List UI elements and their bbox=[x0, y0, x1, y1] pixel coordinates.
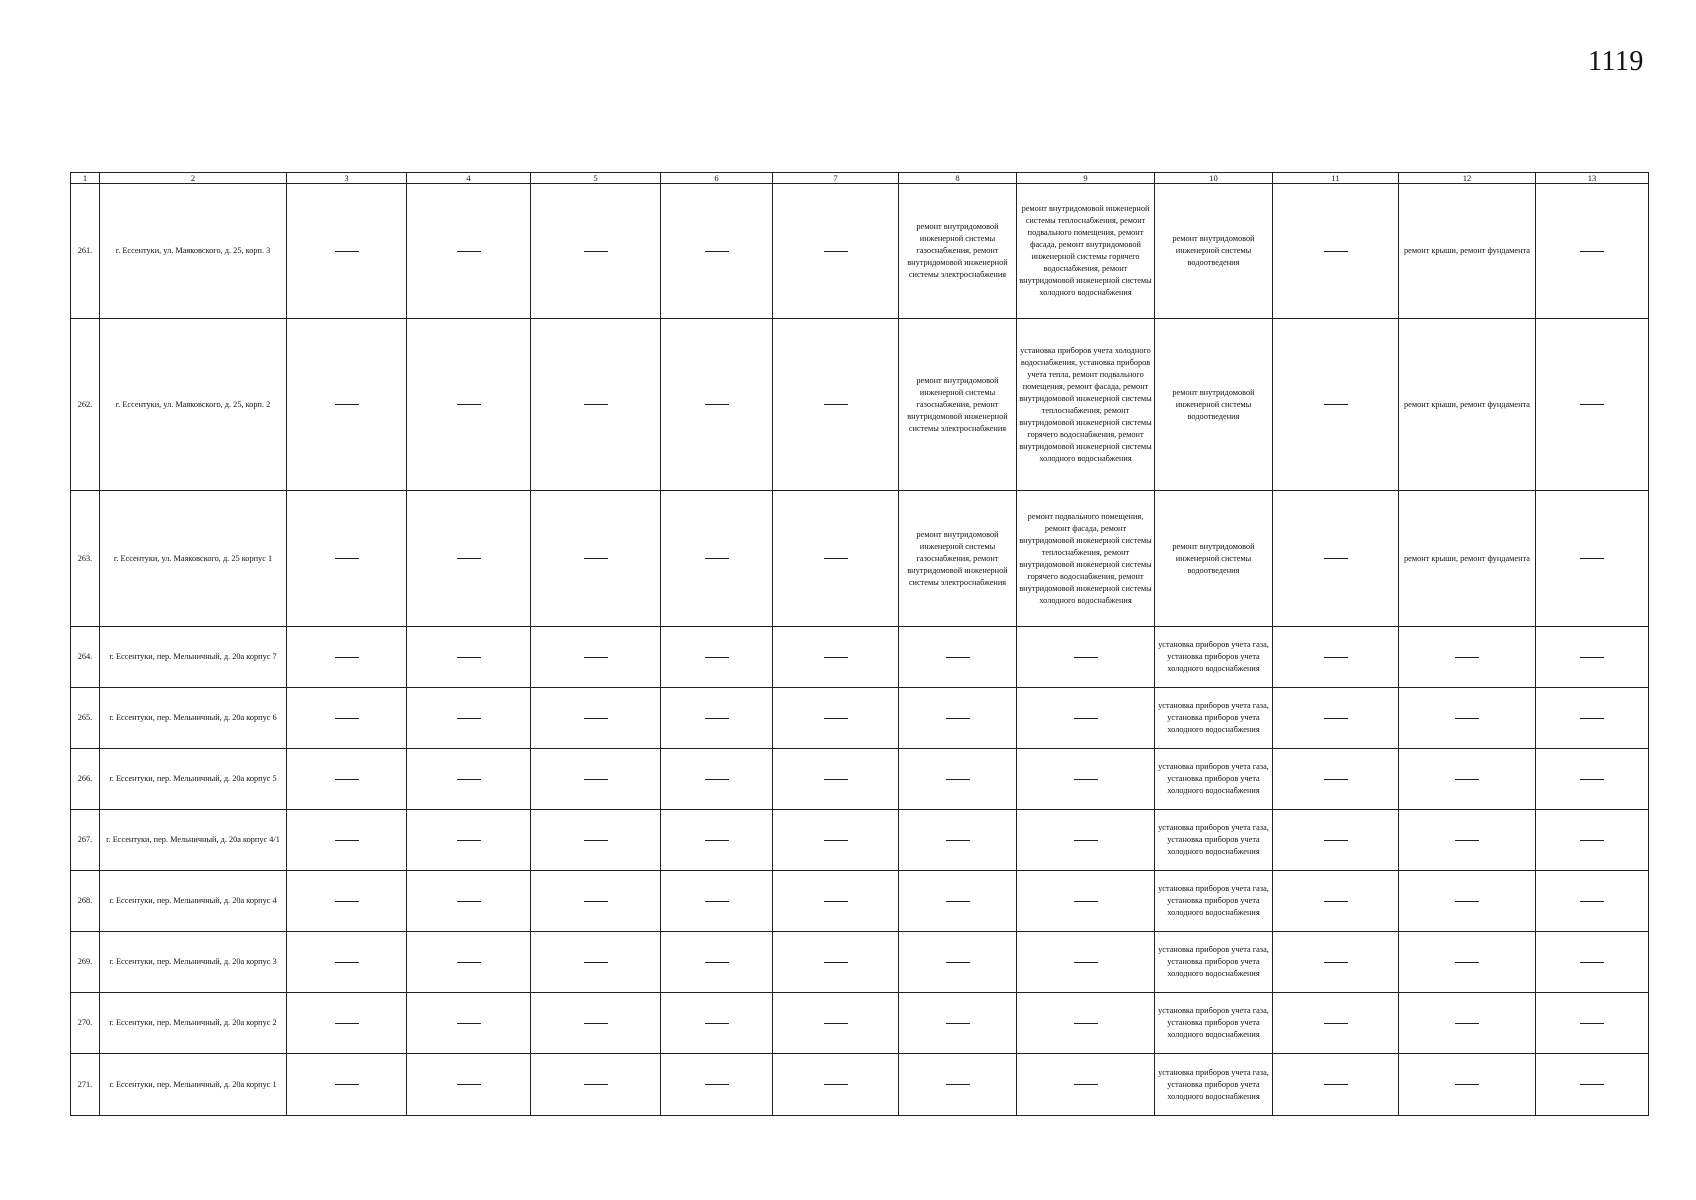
empty-cell bbox=[661, 749, 773, 810]
row-number-cell: 268. bbox=[71, 871, 100, 932]
dash-mark bbox=[335, 718, 359, 719]
dash-mark bbox=[946, 779, 970, 780]
header-cell: 8 bbox=[899, 173, 1017, 184]
empty-cell bbox=[899, 627, 1017, 688]
work-description-cell: ремонт внутридомовой инженерной системы газоснабжения, ремонт внутридомовой инженерной системы электроснабжения bbox=[899, 491, 1017, 627]
empty-cell bbox=[1017, 993, 1155, 1054]
empty-cell bbox=[899, 810, 1017, 871]
empty-cell bbox=[531, 491, 661, 627]
dash-mark bbox=[705, 251, 729, 252]
row-number-cell: 271. bbox=[71, 1054, 100, 1116]
empty-cell bbox=[1399, 871, 1536, 932]
dash-mark bbox=[1074, 901, 1098, 902]
dash-mark bbox=[1074, 1084, 1098, 1085]
work-description-cell: установка приборов учета газа, установка приборов учета холодного водоснабжения bbox=[1155, 871, 1273, 932]
dash-mark bbox=[457, 962, 481, 963]
empty-cell bbox=[1536, 491, 1649, 627]
header-cell: 1 bbox=[71, 173, 100, 184]
dash-mark bbox=[1074, 1023, 1098, 1024]
dash-mark bbox=[946, 1023, 970, 1024]
empty-cell bbox=[773, 993, 899, 1054]
dash-mark bbox=[1580, 404, 1604, 405]
empty-cell bbox=[1399, 688, 1536, 749]
dash-mark bbox=[705, 962, 729, 963]
dash-mark bbox=[946, 657, 970, 658]
dash-mark bbox=[335, 657, 359, 658]
dash-mark bbox=[705, 657, 729, 658]
dash-mark bbox=[824, 1084, 848, 1085]
dash-mark bbox=[584, 779, 608, 780]
empty-cell bbox=[407, 1054, 531, 1116]
empty-cell bbox=[661, 932, 773, 993]
dash-mark bbox=[1580, 962, 1604, 963]
empty-cell bbox=[287, 932, 407, 993]
dash-mark bbox=[1580, 558, 1604, 559]
dash-mark bbox=[1074, 718, 1098, 719]
dash-mark bbox=[1074, 840, 1098, 841]
dash-mark bbox=[824, 1023, 848, 1024]
empty-cell bbox=[1017, 810, 1155, 871]
address-cell: г. Ессентуки, пер. Мельничный, д. 20а корпус 4/1 bbox=[100, 810, 287, 871]
dash-mark bbox=[1324, 1023, 1348, 1024]
dash-mark bbox=[335, 1023, 359, 1024]
empty-cell bbox=[531, 749, 661, 810]
row-number-cell: 270. bbox=[71, 993, 100, 1054]
empty-cell bbox=[773, 871, 899, 932]
dash-mark bbox=[584, 962, 608, 963]
dash-mark bbox=[1324, 718, 1348, 719]
empty-cell bbox=[773, 491, 899, 627]
empty-cell bbox=[773, 810, 899, 871]
empty-cell bbox=[1017, 627, 1155, 688]
dash-mark bbox=[824, 962, 848, 963]
dash-mark bbox=[1580, 840, 1604, 841]
empty-cell bbox=[1273, 184, 1399, 319]
row-number-cell: 267. bbox=[71, 810, 100, 871]
dash-mark bbox=[946, 962, 970, 963]
table-row bbox=[71, 1054, 1649, 1116]
empty-cell bbox=[1399, 1054, 1536, 1116]
dash-mark bbox=[335, 901, 359, 902]
dash-mark bbox=[584, 1084, 608, 1085]
dash-mark bbox=[457, 1084, 481, 1085]
dash-mark bbox=[705, 404, 729, 405]
empty-cell bbox=[531, 810, 661, 871]
empty-cell bbox=[1273, 871, 1399, 932]
empty-cell bbox=[773, 688, 899, 749]
empty-cell bbox=[1536, 688, 1649, 749]
empty-cell bbox=[773, 319, 899, 491]
empty-cell bbox=[1017, 1054, 1155, 1116]
empty-cell bbox=[287, 688, 407, 749]
header-cell: 3 bbox=[287, 173, 407, 184]
dash-mark bbox=[824, 779, 848, 780]
dash-mark bbox=[584, 657, 608, 658]
empty-cell bbox=[407, 993, 531, 1054]
dash-mark bbox=[824, 404, 848, 405]
dash-mark bbox=[1324, 251, 1348, 252]
dash-mark bbox=[824, 901, 848, 902]
empty-cell bbox=[531, 627, 661, 688]
dash-mark bbox=[1324, 962, 1348, 963]
empty-cell bbox=[1017, 688, 1155, 749]
empty-cell bbox=[407, 627, 531, 688]
dash-mark bbox=[705, 558, 729, 559]
header-cell: 12 bbox=[1399, 173, 1536, 184]
work-description-cell: установка приборов учета газа, установка приборов учета холодного водоснабжения bbox=[1155, 993, 1273, 1054]
empty-cell bbox=[1399, 627, 1536, 688]
header-row bbox=[71, 173, 1649, 184]
dash-mark bbox=[457, 657, 481, 658]
dash-mark bbox=[1324, 657, 1348, 658]
empty-cell bbox=[1536, 993, 1649, 1054]
address-cell: г. Ессентуки, пер. Мельничный, д. 20а корпус 6 bbox=[100, 688, 287, 749]
dash-mark bbox=[584, 840, 608, 841]
dash-mark bbox=[1324, 558, 1348, 559]
empty-cell bbox=[1399, 749, 1536, 810]
work-description-cell: ремонт крыши, ремонт фундамента bbox=[1399, 319, 1536, 491]
dash-mark bbox=[1580, 251, 1604, 252]
dash-mark bbox=[335, 558, 359, 559]
table-row bbox=[71, 319, 1649, 491]
empty-cell bbox=[773, 184, 899, 319]
dash-mark bbox=[1455, 962, 1479, 963]
empty-cell bbox=[661, 993, 773, 1054]
dash-mark bbox=[457, 840, 481, 841]
page-number: 1119 bbox=[1588, 46, 1644, 77]
dash-mark bbox=[1455, 901, 1479, 902]
dash-mark bbox=[335, 1084, 359, 1085]
work-description-cell: установка приборов учета газа, установка приборов учета холодного водоснабжения bbox=[1155, 627, 1273, 688]
dash-mark bbox=[1580, 1084, 1604, 1085]
empty-cell bbox=[531, 184, 661, 319]
empty-cell bbox=[1536, 1054, 1649, 1116]
work-description-cell: ремонт крыши, ремонт фундамента bbox=[1399, 184, 1536, 319]
dash-mark bbox=[335, 779, 359, 780]
work-description-cell: ремонт внутридомовой инженерной системы теплоснабжения, ремонт подвального помещения, ремонт фасада, ремонт внутридомовой инженерной системы горячего водоснабжения, ремонт внутридомовой инженерной системы холодного водоснабжения bbox=[1017, 184, 1155, 319]
dash-mark bbox=[1580, 779, 1604, 780]
empty-cell bbox=[899, 932, 1017, 993]
empty-cell bbox=[1273, 810, 1399, 871]
empty-cell bbox=[1399, 932, 1536, 993]
empty-cell bbox=[661, 810, 773, 871]
dash-mark bbox=[457, 779, 481, 780]
empty-cell bbox=[661, 627, 773, 688]
dash-mark bbox=[584, 558, 608, 559]
work-description-cell: установка приборов учета холодного водоснабжения, установка приборов учета тепла, ремонт подвального помещения, ремонт фасада, ремонт внутридомовой инженерной системы теплоснабжения, ремонт внутридомовой инженерной системы горячего водоснабжения, ремонт внутридомовой инженерной системы холодного водоснабжения bbox=[1017, 319, 1155, 491]
dash-mark bbox=[1455, 657, 1479, 658]
work-description-cell: ремонт внутридомовой инженерной системы водоотведения bbox=[1155, 491, 1273, 627]
empty-cell bbox=[661, 319, 773, 491]
empty-cell bbox=[1536, 184, 1649, 319]
work-description-cell: ремонт внутридомовой инженерной системы газоснабжения, ремонт внутридомовой инженерной системы электроснабжения bbox=[899, 319, 1017, 491]
dash-mark bbox=[457, 404, 481, 405]
empty-cell bbox=[899, 871, 1017, 932]
dash-mark bbox=[1324, 1084, 1348, 1085]
empty-cell bbox=[531, 688, 661, 749]
dash-mark bbox=[457, 718, 481, 719]
dash-mark bbox=[946, 840, 970, 841]
table-row bbox=[71, 491, 1649, 627]
empty-cell bbox=[773, 1054, 899, 1116]
table-row bbox=[71, 993, 1649, 1054]
work-description-cell: установка приборов учета газа, установка приборов учета холодного водоснабжения bbox=[1155, 932, 1273, 993]
row-number-cell: 265. bbox=[71, 688, 100, 749]
empty-cell bbox=[1273, 993, 1399, 1054]
header-cell: 10 bbox=[1155, 173, 1273, 184]
dash-mark bbox=[705, 901, 729, 902]
row-number-cell: 261. bbox=[71, 184, 100, 319]
row-number-cell: 266. bbox=[71, 749, 100, 810]
work-description-cell: установка приборов учета газа, установка приборов учета холодного водоснабжения bbox=[1155, 688, 1273, 749]
empty-cell bbox=[773, 932, 899, 993]
address-cell: г. Ессентуки, пер. Мельничный, д. 20а корпус 5 bbox=[100, 749, 287, 810]
dash-mark bbox=[1324, 840, 1348, 841]
dash-mark bbox=[705, 1023, 729, 1024]
header-cell: 5 bbox=[531, 173, 661, 184]
empty-cell bbox=[661, 1054, 773, 1116]
empty-cell bbox=[1273, 627, 1399, 688]
dash-mark bbox=[457, 1023, 481, 1024]
dash-mark bbox=[1455, 1023, 1479, 1024]
dash-mark bbox=[824, 251, 848, 252]
address-cell: г. Ессентуки, пер. Мельничный, д. 20а корпус 7 bbox=[100, 627, 287, 688]
table-row bbox=[71, 184, 1649, 319]
empty-cell bbox=[287, 184, 407, 319]
empty-cell bbox=[1536, 627, 1649, 688]
empty-cell bbox=[287, 1054, 407, 1116]
empty-cell bbox=[407, 491, 531, 627]
empty-cell bbox=[1399, 810, 1536, 871]
empty-cell bbox=[899, 1054, 1017, 1116]
table-row bbox=[71, 749, 1649, 810]
dash-mark bbox=[1074, 657, 1098, 658]
dash-mark bbox=[705, 779, 729, 780]
dash-mark bbox=[1580, 718, 1604, 719]
empty-cell bbox=[661, 491, 773, 627]
dash-mark bbox=[1455, 779, 1479, 780]
dash-mark bbox=[584, 901, 608, 902]
header-cell: 11 bbox=[1273, 173, 1399, 184]
table-row bbox=[71, 871, 1649, 932]
dash-mark bbox=[1074, 962, 1098, 963]
dash-mark bbox=[457, 558, 481, 559]
dash-mark bbox=[824, 718, 848, 719]
empty-cell bbox=[407, 688, 531, 749]
dash-mark bbox=[946, 901, 970, 902]
dash-mark bbox=[584, 718, 608, 719]
empty-cell bbox=[1273, 932, 1399, 993]
empty-cell bbox=[1399, 993, 1536, 1054]
address-cell: г. Ессентуки, пер. Мельничный, д. 20а корпус 4 bbox=[100, 871, 287, 932]
empty-cell bbox=[1536, 749, 1649, 810]
empty-cell bbox=[531, 319, 661, 491]
empty-cell bbox=[1536, 932, 1649, 993]
empty-cell bbox=[1017, 749, 1155, 810]
dash-mark bbox=[1455, 840, 1479, 841]
dash-mark bbox=[335, 404, 359, 405]
empty-cell bbox=[661, 871, 773, 932]
dash-mark bbox=[946, 718, 970, 719]
dash-mark bbox=[1580, 1023, 1604, 1024]
dash-mark bbox=[584, 1023, 608, 1024]
table-row bbox=[71, 932, 1649, 993]
address-cell: г. Ессентуки, пер. Мельничный, д. 20а корпус 3 bbox=[100, 932, 287, 993]
dash-mark bbox=[946, 1084, 970, 1085]
work-description-cell: ремонт внутридомовой инженерной системы газоснабжения, ремонт внутридомовой инженерной системы электроснабжения bbox=[899, 184, 1017, 319]
dash-mark bbox=[1580, 901, 1604, 902]
work-description-cell: ремонт подвального помещения, ремонт фасада, ремонт внутридомовой инженерной системы теплоснабжения, ремонт внутридомовой инженерной системы горячего водоснабжения, ремонт внутридомовой инженерной системы холодного водоснабжения bbox=[1017, 491, 1155, 627]
empty-cell bbox=[1017, 932, 1155, 993]
work-description-cell: ремонт крыши, ремонт фундамента bbox=[1399, 491, 1536, 627]
work-description-cell: установка приборов учета газа, установка приборов учета холодного водоснабжения bbox=[1155, 749, 1273, 810]
empty-cell bbox=[1536, 871, 1649, 932]
dash-mark bbox=[705, 840, 729, 841]
header-cell: 2 bbox=[100, 173, 287, 184]
table-body bbox=[71, 173, 1649, 1116]
empty-cell bbox=[899, 688, 1017, 749]
dash-mark bbox=[1324, 404, 1348, 405]
row-number-cell: 269. bbox=[71, 932, 100, 993]
empty-cell bbox=[1273, 319, 1399, 491]
dash-mark bbox=[457, 901, 481, 902]
header-cell: 6 bbox=[661, 173, 773, 184]
dash-mark bbox=[1324, 779, 1348, 780]
empty-cell bbox=[1017, 871, 1155, 932]
empty-cell bbox=[1273, 1054, 1399, 1116]
row-number-cell: 263. bbox=[71, 491, 100, 627]
empty-cell bbox=[899, 993, 1017, 1054]
address-cell: г. Ессентуки, пер. Мельничный, д. 20а корпус 2 bbox=[100, 993, 287, 1054]
empty-cell bbox=[773, 749, 899, 810]
dash-mark bbox=[335, 840, 359, 841]
empty-cell bbox=[661, 184, 773, 319]
empty-cell bbox=[287, 627, 407, 688]
empty-cell bbox=[531, 932, 661, 993]
work-description-cell: ремонт внутридомовой инженерной системы водоотведения bbox=[1155, 319, 1273, 491]
work-description-cell: установка приборов учета газа, установка приборов учета холодного водоснабжения bbox=[1155, 810, 1273, 871]
dash-mark bbox=[1074, 779, 1098, 780]
header-cell: 13 bbox=[1536, 173, 1649, 184]
dash-mark bbox=[705, 1084, 729, 1085]
row-number-cell: 264. bbox=[71, 627, 100, 688]
empty-cell bbox=[407, 932, 531, 993]
header-cell: 9 bbox=[1017, 173, 1155, 184]
empty-cell bbox=[773, 627, 899, 688]
dash-mark bbox=[335, 962, 359, 963]
dash-mark bbox=[1455, 718, 1479, 719]
work-description-cell: установка приборов учета газа, установка приборов учета холодного водоснабжения bbox=[1155, 1054, 1273, 1116]
address-cell: г. Ессентуки, пер. Мельничный, д. 20а корпус 1 bbox=[100, 1054, 287, 1116]
empty-cell bbox=[1273, 749, 1399, 810]
dash-mark bbox=[584, 251, 608, 252]
empty-cell bbox=[287, 871, 407, 932]
dash-mark bbox=[705, 718, 729, 719]
empty-cell bbox=[1273, 491, 1399, 627]
empty-cell bbox=[287, 319, 407, 491]
empty-cell bbox=[1273, 688, 1399, 749]
empty-cell bbox=[287, 810, 407, 871]
empty-cell bbox=[407, 810, 531, 871]
work-description-cell: ремонт внутридомовой инженерной системы водоотведения bbox=[1155, 184, 1273, 319]
dash-mark bbox=[824, 840, 848, 841]
dash-mark bbox=[1455, 1084, 1479, 1085]
empty-cell bbox=[287, 491, 407, 627]
empty-cell bbox=[661, 688, 773, 749]
row-number-cell: 262. bbox=[71, 319, 100, 491]
table-row bbox=[71, 810, 1649, 871]
header-cell: 4 bbox=[407, 173, 531, 184]
empty-cell bbox=[407, 184, 531, 319]
address-cell: г. Ессентуки, ул. Маяковского, д. 25, корп. 3 bbox=[100, 184, 287, 319]
address-cell: г. Ессентуки, ул. Маяковского, д. 25, корп. 2 bbox=[100, 319, 287, 491]
dash-mark bbox=[824, 657, 848, 658]
empty-cell bbox=[1536, 810, 1649, 871]
table-row bbox=[71, 688, 1649, 749]
dash-mark bbox=[1580, 657, 1604, 658]
empty-cell bbox=[531, 871, 661, 932]
dash-mark bbox=[335, 251, 359, 252]
dash-mark bbox=[584, 404, 608, 405]
empty-cell bbox=[287, 749, 407, 810]
empty-cell bbox=[407, 749, 531, 810]
empty-cell bbox=[287, 993, 407, 1054]
empty-cell bbox=[407, 871, 531, 932]
dash-mark bbox=[824, 558, 848, 559]
empty-cell bbox=[531, 993, 661, 1054]
repair-table bbox=[70, 172, 1649, 1116]
address-cell: г. Ессентуки, ул. Маяковского, д. 25 корпус 1 bbox=[100, 491, 287, 627]
header-cell: 7 bbox=[773, 173, 899, 184]
dash-mark bbox=[457, 251, 481, 252]
empty-cell bbox=[1536, 319, 1649, 491]
empty-cell bbox=[899, 749, 1017, 810]
empty-cell bbox=[531, 1054, 661, 1116]
table-row bbox=[71, 627, 1649, 688]
empty-cell bbox=[407, 319, 531, 491]
dash-mark bbox=[1324, 901, 1348, 902]
